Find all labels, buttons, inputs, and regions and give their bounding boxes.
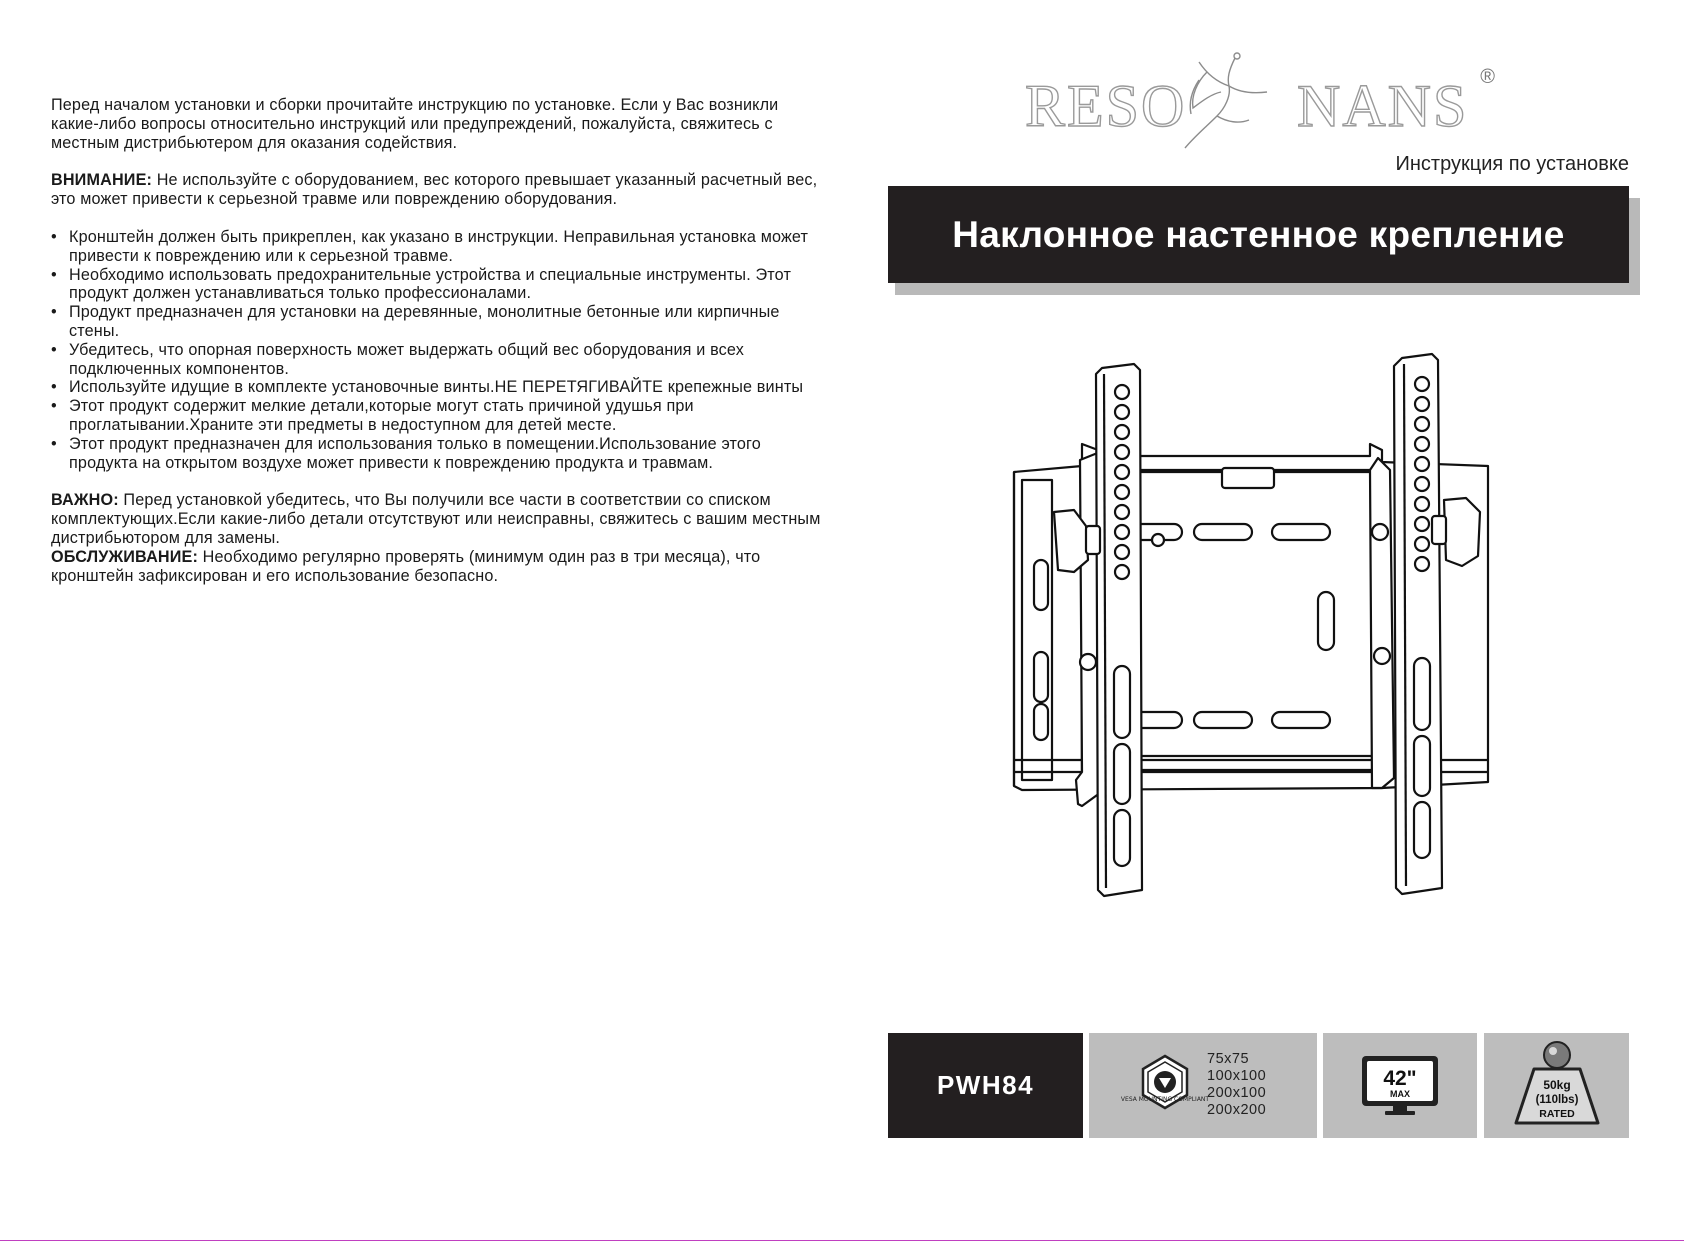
vesa-compliant-icon [1120,1054,1210,1110]
list-item: • Используйте идущие в комплекте установочные винты.НЕ ПЕРЕТЯГИВАЙТЕ крепежные винты [51,378,821,397]
vesa-badge [1089,1033,1317,1138]
vesa-pattern: 100x100 [1207,1068,1267,1084]
warning-paragraph [51,171,821,209]
vesa-pattern-list [1207,1051,1266,1119]
service-label: ОБСЛУЖИВАНИЕ: [51,547,199,566]
page-title: Наклонное настенное крепление [952,213,1565,255]
registered-mark: ® [1480,66,1495,88]
weight-lbs: (110lbs) [1535,1094,1579,1106]
max-screen-size: 42" [1383,1067,1417,1090]
logo-word-right: NANS [1297,73,1469,139]
screen-size-badge [1323,1033,1477,1138]
list-item: • Этот продукт содержит мелкие детали,которые могут стать причиной удушья при проглатывании.Храните эти предметы в недоступном для детей месте. [51,397,821,435]
rated-label: RATED [1539,1108,1575,1120]
angel-icon [1177,52,1277,157]
weight-icon [1512,1041,1602,1131]
vesa-pattern: 200x200 [1207,1102,1267,1118]
weight-kg: 50kg [1543,1078,1571,1092]
service-paragraph [51,548,821,586]
weight-rating-badge [1484,1033,1629,1138]
logo-word-left: RESO [1025,73,1187,139]
important-text: Перед установкой убедитесь, что Вы получили все части в соответствии со списком комплектующих.Если какие-либо детали отсутствуют или неисправны, свяжитесь с вашим местным дистрибьютором для замены. [51,491,821,547]
document-subtitle: Инструкция по установке [1395,153,1629,175]
wall-mount-illustration [1000,360,1500,905]
important-label: ВАЖНО: [51,491,119,510]
model-badge [888,1033,1083,1138]
max-label: MAX [1390,1089,1410,1099]
tv-icon [1361,1055,1439,1117]
list-item: • Этот продукт предназначен для использования только в помещении.Использование этого продукта на открытом воздухе может привести к повреждению продукта и травмам. [51,435,821,473]
warning-text: Не используйте с оборудованием, вес которого превышает указанный расчетный вес, это может привести к серьезной травме или повреждению оборудования. [51,171,818,209]
vesa-pattern: 75x75 [1207,1051,1250,1067]
list-item: • Кронштейн должен быть прикреплен, как указано в инструкции. Неправильная установка может привести к повреждению или к серьезной травме. [51,228,821,266]
service-text: Необходимо регулярно проверять (минимум один раз в три месяца), что кронштейн зафиксирован и его использование безопасно. [51,547,761,585]
model-number: PWH84 [936,1070,1035,1100]
list-item: • Продукт предназначен для установки на деревянные, монолитные бетонные или кирпичные стены. [51,303,821,341]
list-item: • Необходимо использовать предохранительные устройства и специальные инструменты. Этот продукт должен устанавливаться только профессионалами. [51,266,821,304]
vesa-pattern: 200x100 [1207,1085,1267,1101]
safety-list [51,228,821,472]
important-paragraph [51,491,821,547]
vesa-icon-text: VESA MOUNTING COMPLIANT [1120,1096,1210,1103]
intro-paragraph: Перед началом установки и сборки прочитайте инструкцию по установке. Если у Вас возникли какие-либо вопросы относительно инструкций или предупреждений, пожалуйста, свяжитесь с местным дистрибьютером для оказания содействия. [51,96,779,152]
warning-label: ВНИМАНИЕ: [51,171,153,190]
instructions-column [51,96,821,585]
brand-logo [1025,52,1495,157]
list-item: • Убедитесь, что опорная поверхность может выдержать общий вес оборудования и всех подключенных компонентов. [51,341,821,379]
title-banner [888,186,1629,283]
